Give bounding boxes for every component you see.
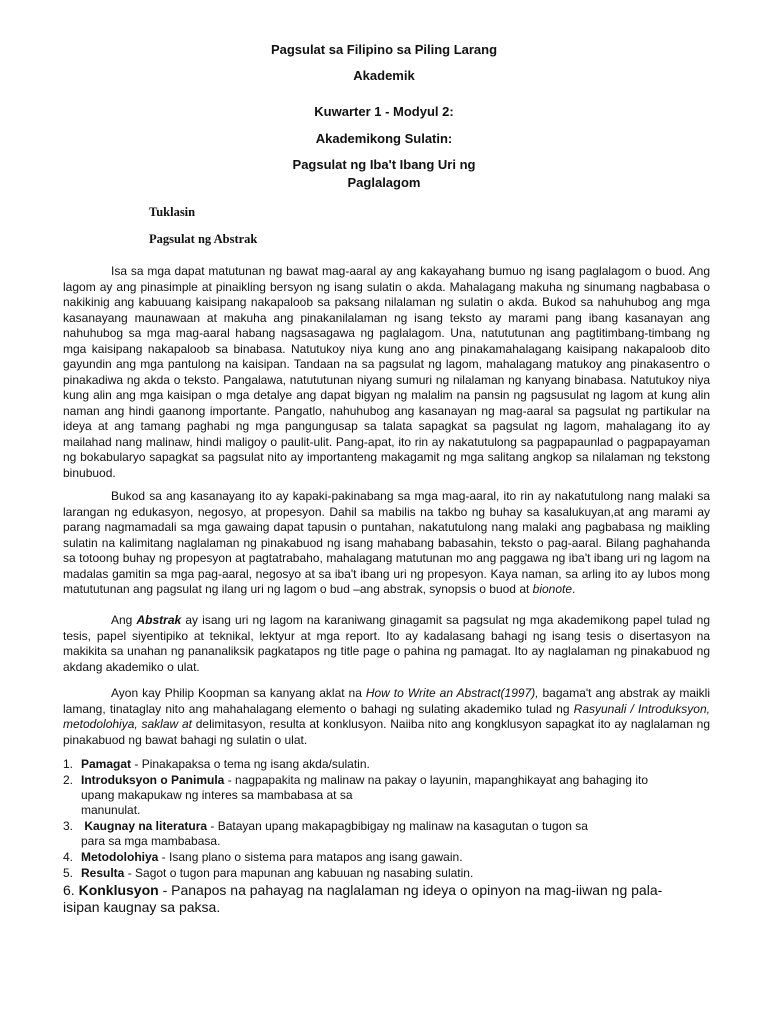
document-title: Pagsulat sa Filipino sa Piling Larang	[270, 42, 498, 57]
paragraph-2-text: Bukod sa ang kasanayang ito ay kapaki-pakinabang sa mga mag-aaral, ito rin ay nakatutulong nang malaki sa larangan ng edukasyon, negosyo, at propesyon. Dahil sa mabilis na takbo ng buhay sa kasalukuyan,at ang marami ay parang nagmamadali sa mga gawaing dapat tapusin o puntahan, nakatutulong nang malaki ang pagbabasa ng maikling sulatin na kalimitang naglalaman ng pinakabuod ng isang mahabang babasahin, teksto o pag-aaral. Bilang paghahanda sa totoong buhay ng propesyon at pagtatrabaho, mahalagang matutunan mo ang paggawa ng iba't ibang uri ng lagom na madalas gamitin sa mga pag-aaral, negosyo at sa iba't ibang uri ng propesyon. Kaya naman, sa arling ito ay lubos mong matututunan ang pagsulat ng ilang uri ng lagom o bud –ang abstrak, synopsis o buod at	[63, 489, 710, 596]
paragraph-4-text: bagama't ang abstrak ay maikli lamang, tinataglay nito ang mahahalagang elemento o bahagi ng sulating akademiko tulad ng	[63, 686, 710, 716]
list-number: 3.	[63, 819, 74, 833]
subtopic-heading-line2: Paglalagom	[347, 175, 421, 190]
list-item	[63, 819, 723, 849]
book-title: How to Write an Abstract(1997),	[365, 686, 539, 700]
paragraph-1-text: Isa sa mga dapat matutunan ng bawat mag-aaral ay ang kakayahang bumuo ng isang paglalagom o buod. Ang lagom ay ang pinasimple at pinaikling bersyon ng isang sulatin o akda. Mahalagang makuha ng sinumang nagbabasa o nakikinig ang kabuuang kaisipang nakapaloob sa paksang nilalaman ng sulatin o akda. Bukod sa nahuhubog ang mga kasanayang maunawaan at makuha ang pinakanilalaman ng isang teksto ay marami pang ibang kasanayan ang nahuhubog sa mga mag-aaral habang nagsasagawa ng paglalagom. Una, natututunan ang pagtitimbang-timbang ng mga kaisipang nakapaloob sa binabasa. Natutukoy niya kung ano ang pinakamahalagang kaisipang nakapaloob dito gayundin ang mga pantulong na kaisipan. Tandaan na sa pagsulat ng lagom, mahalagang matukoy ang pinakasentro o pinakadiwa ng akda o teksto. Pangalawa, natututunan niyang sumuri ng nilalaman ng kanyang binabasa. Natutukoy niya kung alin ang mga kaisipan o mga detalye ang dapat bigyan ng malalim na pansin ng pagsusulat ng lagom at kung alin naman ang hindi gaanong importante. Pangatlo, nahuhubog ang kasanayan ng mag-aaral sa pagsulat ng partikular na ideya at ang tamang paghabi ng mga pangungusap sa talata sapagkat sa pagsulat ng lagom, mahalagang ito ay mailahad nang malinaw, hindi maligoy o paulit-ulit. Pang-apat, ito rin ay nakatutulong sa pagpapaunlad o pagpapayaman ng bokabularyo sapagkat sa pagsulat nito ay importanteng makagamit ng mga salitang angkop sa nilalaman ng tekstong binubuod.	[63, 264, 710, 480]
list-term: Konklusyon	[74, 882, 159, 898]
paragraph-2	[63, 489, 710, 598]
list-item	[63, 866, 723, 881]
list-number: 4.	[63, 850, 74, 864]
section-label: Tuklasin	[149, 205, 196, 219]
list-item	[63, 882, 723, 915]
list-item	[63, 773, 723, 818]
list-term: Resulta	[81, 866, 125, 880]
paragraph-4-end: delimitasyon, resulta at konklusyon. Naiiba nito ang kongklusyon sapagkat ito ay naglalaman ng pinakabuod ng bawat bahagi ng sulatin o ulat.	[63, 717, 710, 747]
list-term: Pamagat	[81, 757, 132, 771]
paragraph-1	[63, 264, 710, 481]
paragraph-4	[63, 686, 710, 748]
subtopic-heading: Pagsulat ng Iba't Ibang Uri ng	[292, 157, 476, 172]
list-number: 2.	[63, 773, 74, 787]
paragraph-3	[63, 613, 710, 675]
paragraph-4-lead: Ayon kay Philip Koopman sa kanyang aklat na	[111, 686, 366, 700]
list-number: 6.	[63, 882, 75, 898]
list-continuation: isipan kaugnay sa paksa.	[63, 898, 221, 915]
list-desc: - Pinakapaksa o tema ng isang akda/sulatin.	[131, 757, 370, 771]
list-desc: - Batayan upang makapagbibigay ng malinaw na kasagutan o tugon sa	[207, 819, 588, 833]
section-heading: Pagsulat ng Abstrak	[149, 232, 258, 246]
list-desc: - Panapos na pahayag na naglalaman ng ideya o opinyon na mag-iiwan ng pala-	[158, 882, 663, 898]
bionote-term: bionote	[532, 582, 573, 596]
paragraph-3-lead: Ang	[111, 613, 137, 627]
list-desc: - nagpapakita ng malinaw na pakay o layunin, mapanghikayat ang bahaging ito	[224, 773, 648, 787]
list-desc: - Isang plano o sistema para matapos ang isang gawain.	[158, 850, 463, 864]
paragraph-3-text: ay isang uri ng lagom na karaniwang ginagamit sa pagsulat ng mga akademikong papel tulad ng tesis, papel siyentipiko at teknikal, lektyur at mga report. Ito ay kadalasang bahagi ng isang tesis o disertasyon na makikita sa unahan ng pananaliksik pagkatapos ng title page o pahina ng pamagat. Ito ay naglalaman ng pinakabuod ng akdang akademiko o ulat.	[63, 613, 711, 674]
list-continuation: para sa mga mambabasa.	[81, 834, 221, 848]
abstrak-term: Abstrak	[136, 613, 182, 627]
list-item	[63, 850, 723, 865]
list-term: Introduksyon o Panimula	[81, 773, 225, 787]
topic-heading: Akademikong Sulatin:	[315, 131, 453, 146]
list-term: Metodolohiya	[81, 850, 159, 864]
list-term: Kaugnay na literatura	[81, 819, 208, 833]
document-title-line2: Akademik	[353, 68, 415, 83]
list-desc: - Sagot o tugon para mapunan ang kabuuan ng nasabing sulatin.	[124, 866, 474, 880]
module-label: Kuwarter 1 - Modyul 2:	[314, 104, 454, 119]
list-continuation: manunulat.	[81, 803, 141, 817]
list-continuation: upang makapukaw ng interes sa mambabasa at sa	[81, 788, 353, 802]
paragraph-2-end: .	[572, 582, 576, 596]
list-number: 1.	[63, 757, 74, 771]
list-item	[63, 757, 723, 772]
element-terms: Rasyunali / Introduksyon, metodolohiya, saklaw at	[63, 701, 710, 731]
list-number: 5.	[63, 866, 74, 880]
abstract-elements-list	[63, 757, 723, 916]
